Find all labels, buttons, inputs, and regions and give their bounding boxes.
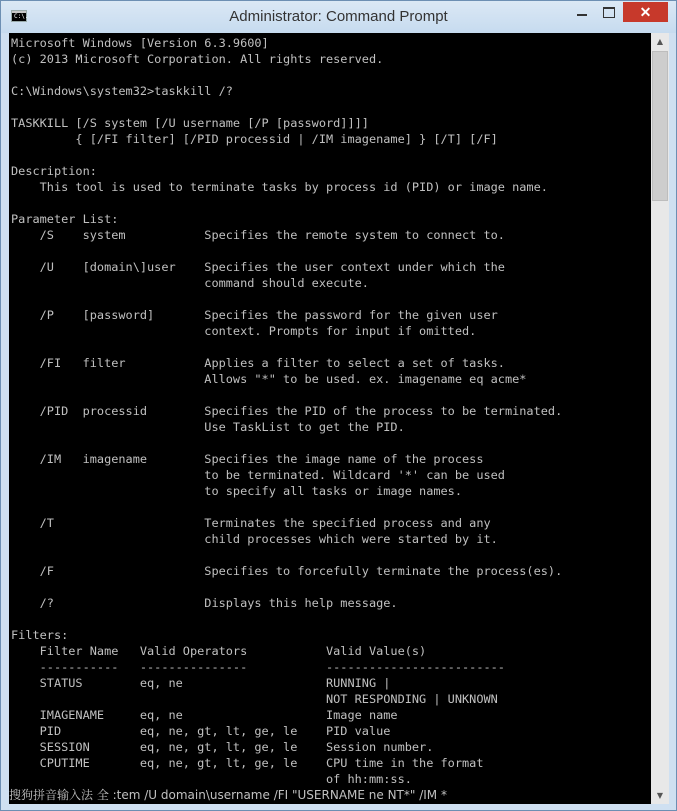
console-line: /? Displays this help message. [11, 596, 398, 610]
console-line: Use TaskList to get the PID. [11, 420, 405, 434]
console-line: SESSION eq, ne, gt, lt, ge, le Session number. [11, 740, 434, 754]
console-line [11, 147, 562, 163]
console-text [11, 35, 562, 787]
console-line: Microsoft Windows [Version 6.3.9600] [11, 36, 269, 50]
console-line: Parameter List: [11, 212, 119, 226]
console-line [11, 611, 562, 627]
console-icon-label: C:\. [14, 13, 29, 20]
console-line: command should execute. [11, 276, 369, 290]
console-line [11, 99, 562, 115]
console-line: (c) 2013 Microsoft Corporation. All rights reserved. [11, 52, 384, 66]
scroll-thumb[interactable] [652, 51, 668, 201]
console-line: /FI filter Applies a filter to select a set of tasks. [11, 356, 505, 370]
console-line: C:\Windows\system32>taskkill /? [11, 84, 233, 98]
console-line [11, 387, 562, 403]
console-line: of hh:mm:ss. [11, 772, 412, 786]
console-line: context. Prompts for input if omitted. [11, 324, 477, 338]
console-line: /S system Specifies the remote system to connect to. [11, 228, 505, 242]
console-line [11, 547, 562, 563]
console-line: /IM imagename Specifies the image name of the process [11, 452, 484, 466]
console-line [11, 291, 562, 307]
maximize-button[interactable] [596, 2, 622, 22]
console-line [11, 243, 562, 259]
console-line: PID eq, ne, gt, lt, ge, le PID value [11, 724, 391, 738]
vertical-scrollbar[interactable] [651, 33, 669, 804]
console-line [11, 339, 562, 355]
console-line: Filters: [11, 628, 69, 642]
console-line: Allows "*" to be used. ex. imagename eq acme* [11, 372, 527, 386]
console-line: /F Specifies to forcefully terminate the process(es). [11, 564, 563, 578]
console-line [11, 195, 562, 211]
console-line: NOT RESPONDING | UNKNOWN [11, 692, 498, 706]
console-line: IMAGENAME eq, ne Image name [11, 708, 398, 722]
console-line: { [/FI filter] [/PID processid | /IM imagename] } [/T] [/F] [11, 132, 498, 146]
title-bar[interactable] [1, 1, 676, 33]
console-line: /T Terminates the specified process and any [11, 516, 491, 530]
scroll-down-icon[interactable]: ▼ [651, 787, 669, 804]
console-line: Filter Name Valid Operators Valid Value(s) [11, 644, 427, 658]
console-output[interactable] [9, 33, 651, 804]
console-line: /P [password] Specifies the password for the given user [11, 308, 498, 322]
close-button[interactable]: ✕ [623, 2, 668, 22]
window-title: Administrator: Command Prompt [229, 8, 448, 25]
console-line [11, 499, 562, 515]
scroll-up-icon[interactable]: ▲ [651, 33, 669, 50]
console-line: to be terminated. Wildcard '*' can be used [11, 468, 505, 482]
console-line [11, 435, 562, 451]
console-line: TASKKILL [/S system [/U username [/P [password]]]] [11, 116, 369, 130]
minimize-button[interactable] [569, 2, 595, 22]
console-line: to specify all tasks or image names. [11, 484, 463, 498]
ime-composition-bar: 搜狗拼音输入法 全 :tem /U domain\username /FI "USERNAME ne NT*" /IM * [9, 786, 450, 804]
console-line: ----------- --------------- ------------------------- [11, 660, 505, 674]
console-line [11, 67, 562, 83]
console-line: /U [domain\]user Specifies the user context under which the [11, 260, 505, 274]
console-line [11, 579, 562, 595]
console-line: STATUS eq, ne RUNNING | [11, 676, 391, 690]
console-line: CPUTIME eq, ne, gt, lt, ge, le CPU time in the format [11, 756, 484, 770]
console-line: Description: [11, 164, 97, 178]
console-line: /PID processid Specifies the PID of the process to be terminated. [11, 404, 563, 418]
console-line: child processes which were started by it. [11, 532, 498, 546]
console-line: This tool is used to terminate tasks by process id (PID) or image name. [11, 180, 548, 194]
